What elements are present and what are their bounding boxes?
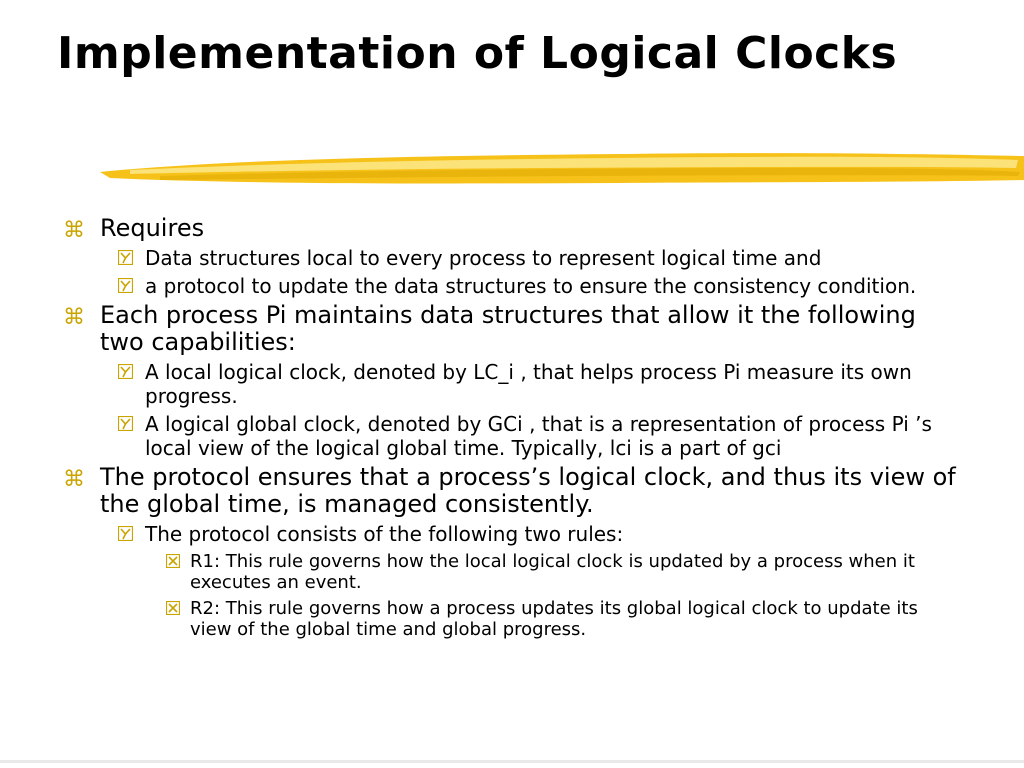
list-item xyxy=(0,412,1024,460)
list-item-text: Data structures local to every process to represent logical time and xyxy=(145,246,822,270)
highlighter-stroke-decoration xyxy=(100,146,1024,192)
slide-title: Implementation of Logical Clocks xyxy=(57,28,898,79)
list-item xyxy=(0,274,1024,298)
checkbox-check-icon xyxy=(118,278,133,293)
list-item-text: Requires xyxy=(100,214,205,242)
checkbox-x-icon xyxy=(166,554,180,568)
list-item-text: A logical global clock, denoted by GCi , that is a representation of process Pi ’s local view of the logical global time. Typically, lci is a part of gci xyxy=(145,412,932,460)
list-item xyxy=(0,360,1024,408)
checkbox-check-icon xyxy=(118,250,133,265)
checkbox-check-icon xyxy=(118,526,133,541)
list-item xyxy=(0,215,1024,242)
list-item-text: R2: This rule governs how a process updates its global logical clock to update its view of the global time and global progress. xyxy=(190,598,918,640)
list-item xyxy=(0,246,1024,270)
checkbox-check-icon xyxy=(118,416,133,431)
checkbox-check-icon xyxy=(118,364,133,379)
list-item-text: Each process Pi maintains data structures that allow it the following two capabilities: xyxy=(100,301,916,356)
bullet-list xyxy=(0,211,1024,640)
list-item xyxy=(0,464,1024,518)
list-item xyxy=(0,598,1024,640)
list-item-text: R1: This rule governs how the local logical clock is updated by a process when it executes an event. xyxy=(190,551,915,593)
list-item-text: The protocol consists of the following two rules: xyxy=(145,522,624,546)
list-item xyxy=(0,302,1024,356)
footer-divider xyxy=(0,760,1024,763)
command-key-icon: ⌘ xyxy=(63,305,85,330)
command-key-icon: ⌘ xyxy=(63,467,85,492)
list-item-text: a protocol to update the data structures to ensure the consistency condition. xyxy=(145,274,917,298)
command-key-icon: ⌘ xyxy=(63,218,85,243)
checkbox-x-icon xyxy=(166,601,180,615)
list-item xyxy=(0,551,1024,593)
list-item xyxy=(0,522,1024,546)
list-item-text: The protocol ensures that a process’s logical clock, and thus its view of the global time, is managed consistently. xyxy=(100,463,956,518)
list-item-text: A local logical clock, denoted by LC_i , that helps process Pi measure its own progress. xyxy=(145,360,912,408)
